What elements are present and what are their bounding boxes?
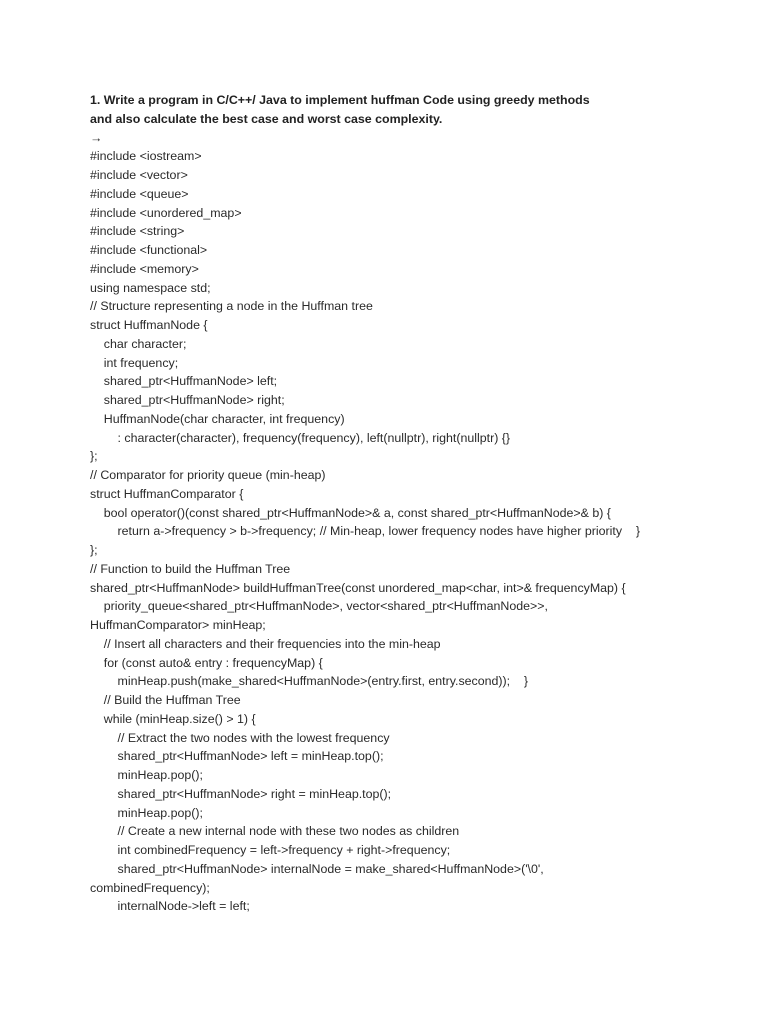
code-line: #include <string>	[90, 224, 185, 239]
arrow-marker: →	[90, 130, 103, 145]
code-line: // Comparator for priority queue (min-heap)	[90, 468, 326, 482]
code-line: return a->frequency > b->frequency; // Min-heap, lower frequency nodes have higher priority }	[90, 524, 640, 539]
code-line: #include <queue>	[90, 186, 189, 201]
code-line: shared_ptr<HuffmanNode> internalNode = make_shared<HuffmanNode>('\0',	[90, 861, 544, 876]
code-line: minHeap.pop();	[90, 805, 203, 820]
question-line-2: and also calculate the best case and worst case complexity.	[90, 111, 443, 126]
code-line: : character(character), frequency(frequency), left(nullptr), right(nullptr) {}	[90, 430, 511, 445]
code-line: #include <iostream>	[90, 149, 202, 164]
code-line: shared_ptr<HuffmanNode> left = minHeap.top();	[90, 749, 384, 764]
code-line: internalNode->left = left;	[90, 899, 250, 914]
question-line-1: 1. Write a program in C/C++/ Java to implement huffman Code using greedy methods	[90, 93, 590, 107]
code-line: minHeap.pop();	[90, 768, 203, 782]
code-line: // Create a new internal node with these two nodes as children	[90, 824, 460, 839]
document-content	[90, 91, 730, 916]
code-line: // Structure representing a node in the Huffman tree	[90, 299, 373, 314]
code-line: // Extract the two nodes with the lowest frequency	[90, 730, 390, 745]
code-line: bool operator()(const shared_ptr<HuffmanNode>& a, const shared_ptr<HuffmanNode>& b) {	[90, 505, 611, 520]
code-line: #include <unordered_map>	[90, 205, 242, 220]
code-line: while (minHeap.size() > 1) {	[90, 711, 256, 726]
code-line: #include <functional>	[90, 243, 208, 257]
code-line: #include <vector>	[90, 168, 188, 182]
code-line: // Build the Huffman Tree	[90, 693, 241, 707]
code-line: // Insert all characters and their frequencies into the min-heap	[90, 636, 441, 651]
code-line: };	[90, 543, 98, 557]
code-line: using namespace std;	[90, 280, 211, 295]
code-line: shared_ptr<HuffmanNode> left;	[90, 374, 278, 389]
code-line: priority_queue<shared_ptr<HuffmanNode>, vector<shared_ptr<HuffmanNode>>,	[90, 599, 548, 614]
code-line: struct HuffmanNode {	[90, 318, 208, 332]
code-line: int frequency;	[90, 355, 179, 370]
code-line: HuffmanComparator> minHeap;	[90, 618, 266, 632]
code-line: struct HuffmanComparator {	[90, 486, 244, 501]
code-line: combinedFrequency);	[90, 880, 210, 895]
code-line: };	[90, 449, 98, 464]
code-block	[90, 147, 730, 916]
code-line: shared_ptr<HuffmanNode> right = minHeap.top();	[90, 786, 392, 801]
code-line: minHeap.push(make_shared<HuffmanNode>(entry.first, entry.second)); }	[90, 674, 529, 689]
code-line: // Function to build the Huffman Tree	[90, 561, 291, 576]
code-line: char character;	[90, 336, 187, 351]
code-line: for (const auto& entry : frequencyMap) {	[90, 655, 323, 670]
code-line: shared_ptr<HuffmanNode> right;	[90, 393, 285, 407]
code-line: int combinedFrequency = left->frequency + right->frequency;	[90, 843, 451, 857]
code-line: #include <memory>	[90, 261, 199, 276]
code-line: shared_ptr<HuffmanNode> buildHuffmanTree(const unordered_map<char, int>& frequencyMap) {	[90, 580, 626, 595]
code-line: HuffmanNode(char character, int frequency)	[90, 411, 345, 426]
